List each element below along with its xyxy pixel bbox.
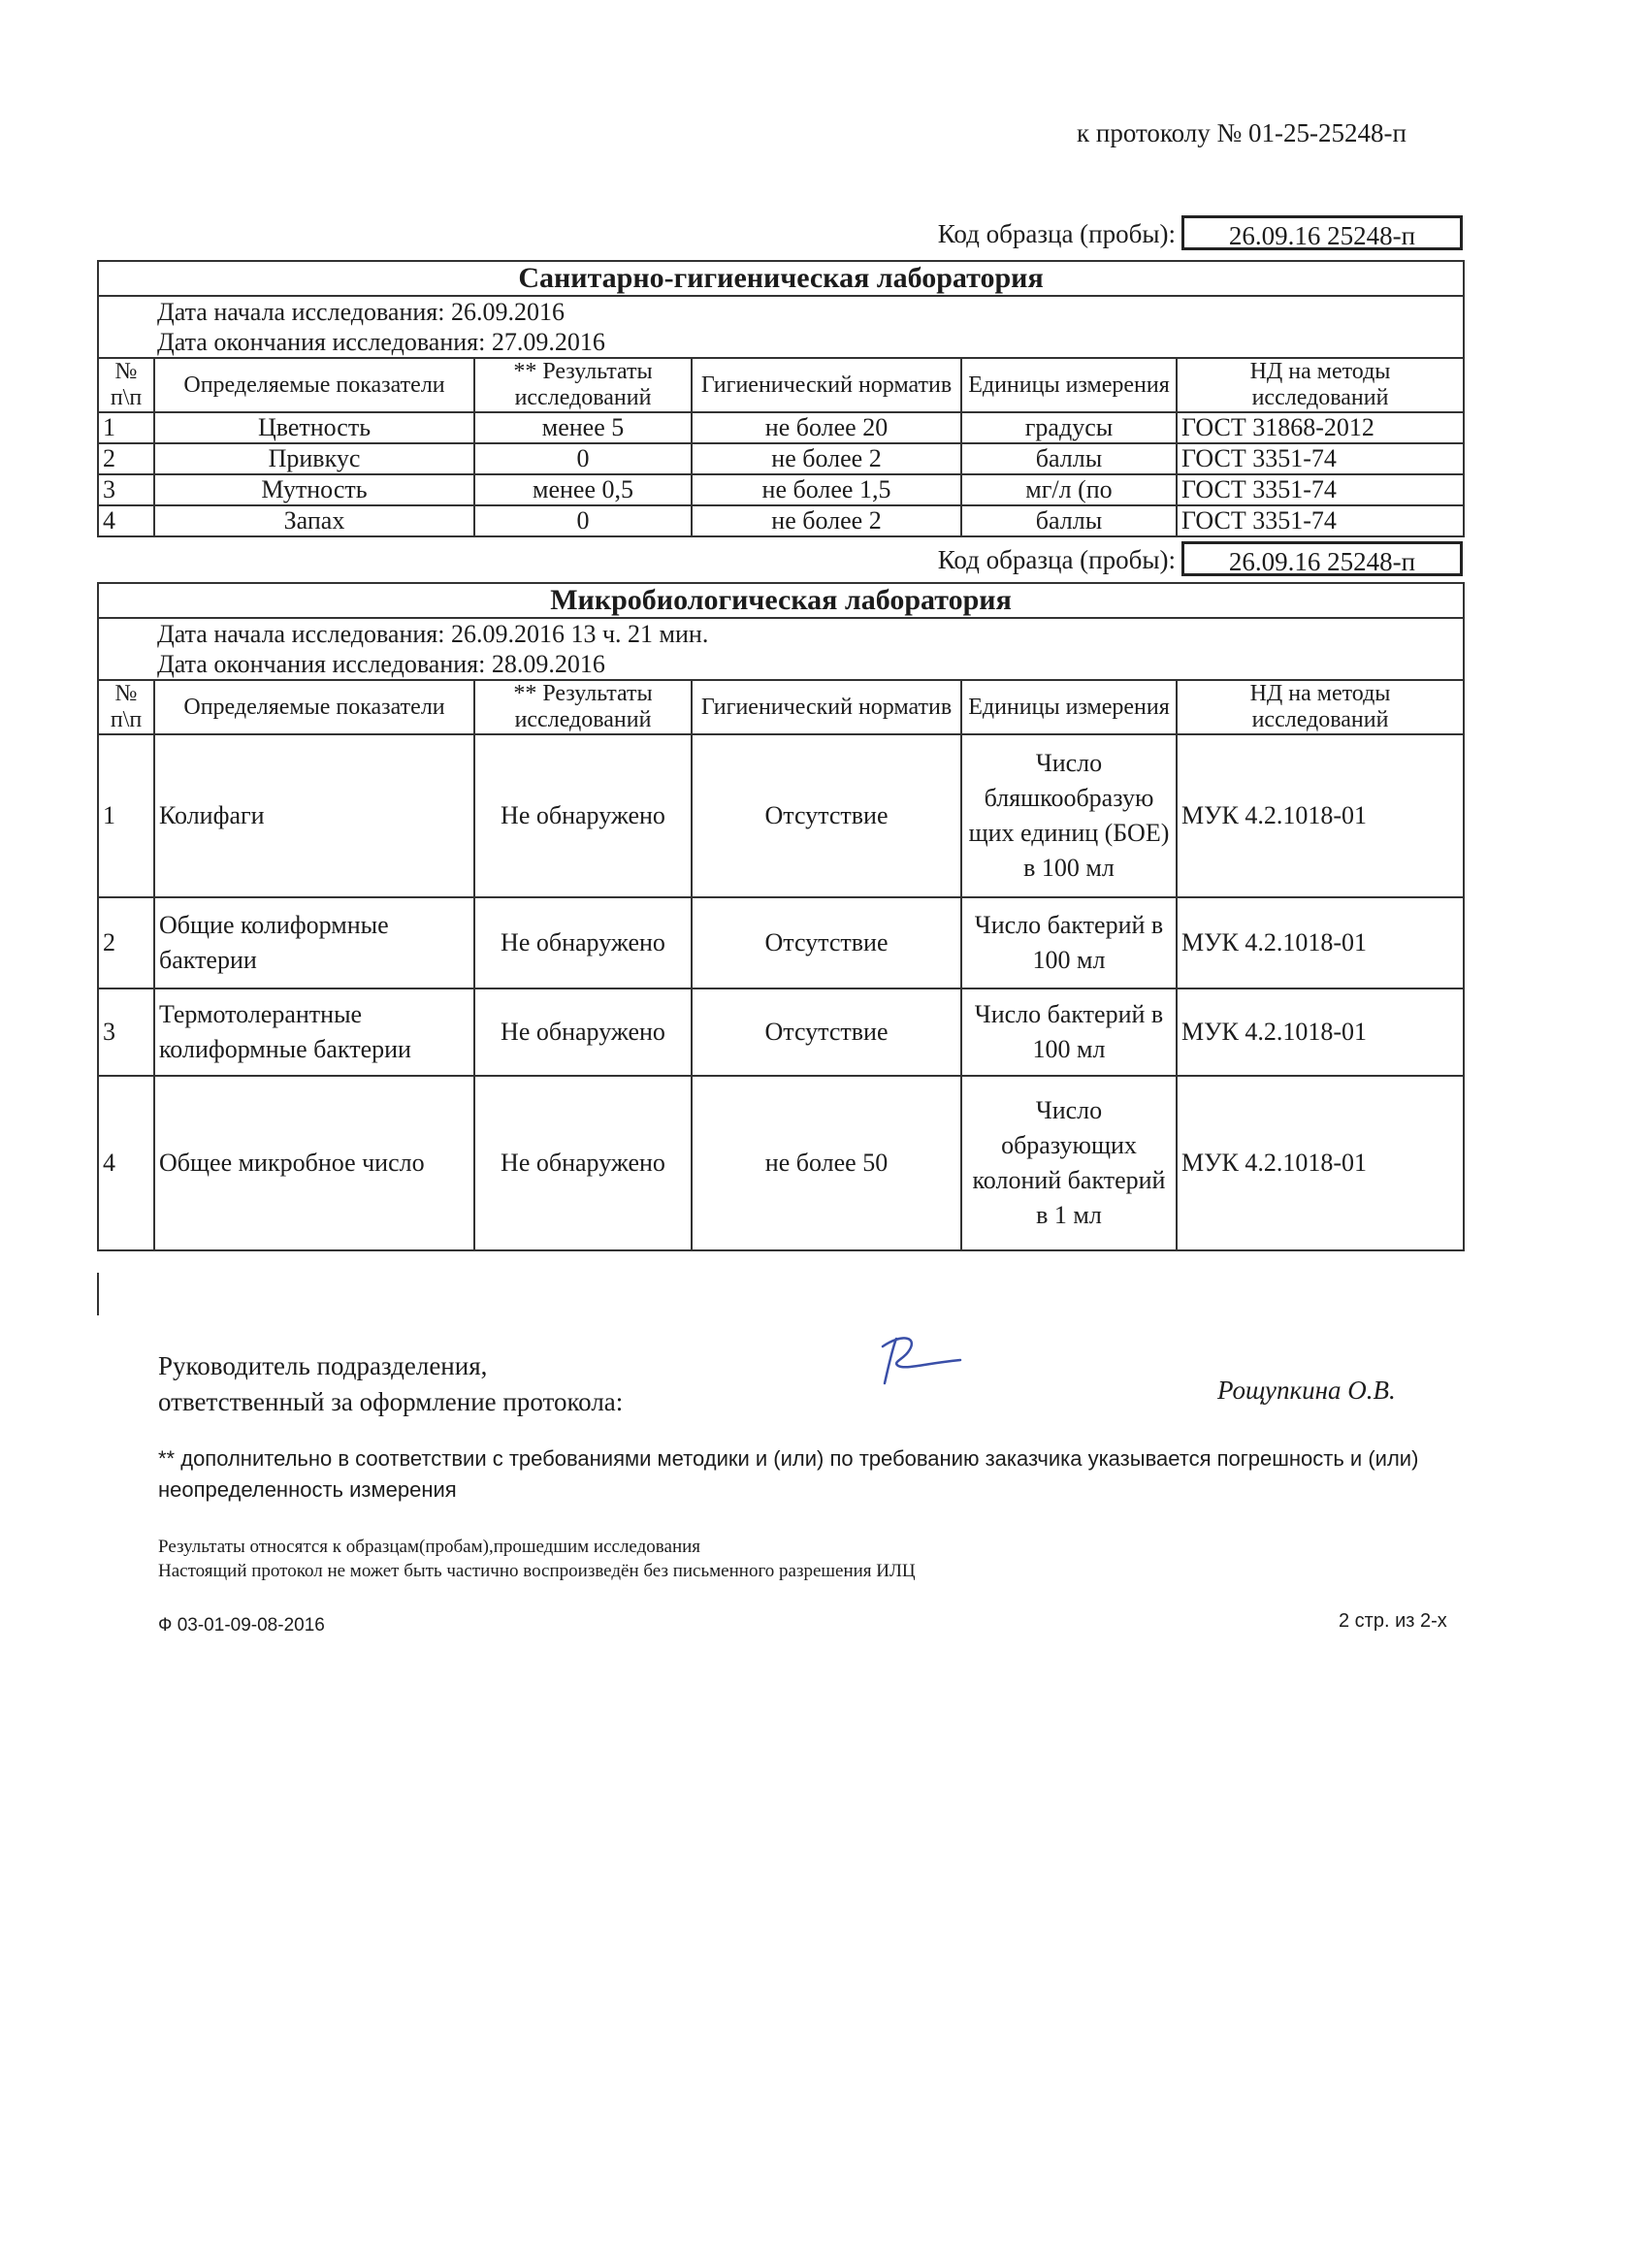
row-num: 4: [98, 1076, 154, 1250]
row-units: градусы: [961, 412, 1177, 443]
table-row: [98, 412, 1464, 443]
row-indicator: Общие колиформные бактерии: [154, 897, 474, 988]
row-result: Не обнаружено: [474, 1076, 692, 1250]
row-method: ГОСТ 3351-74: [1177, 443, 1464, 474]
header-method: НД на методы исследований: [1177, 680, 1464, 734]
handwritten-signature: [863, 1327, 970, 1395]
row-method: МУК 4.2.1018-01: [1177, 988, 1464, 1076]
row-units: мг/л (по: [961, 474, 1177, 505]
row-units: Число бактерий в 100 мл: [961, 988, 1177, 1076]
row-units: баллы: [961, 505, 1177, 536]
form-code: Ф 03-01-09-08-2016: [158, 1615, 325, 1636]
row-num: 1: [98, 734, 154, 897]
row-result: менее 5: [474, 412, 692, 443]
sanitary-end-date: Дата окончания исследования: 27.09.2016: [157, 328, 605, 356]
table-row: [98, 897, 1464, 988]
micro-lab-title: Микробиологическая лаборатория: [98, 583, 1464, 618]
disclaimer-line-1: Результаты относятся к образцам(пробам),прошедшим исследования: [158, 1537, 701, 1557]
sanitary-start-date: Дата начала исследования: 26.09.2016: [157, 298, 565, 326]
row-method: ГОСТ 3351-74: [1177, 505, 1464, 536]
header-indicator: Определяемые показатели: [154, 358, 474, 412]
disclaimer-block: [158, 1535, 916, 1583]
header-method: НД на методы исследований: [1177, 358, 1464, 412]
row-method: МУК 4.2.1018-01: [1177, 897, 1464, 988]
signoff-block: [158, 1348, 623, 1420]
row-indicator: Термотолерантные колиформные бактерии: [154, 988, 474, 1076]
row-num: 3: [98, 474, 154, 505]
row-units: Число бляшкообразую щих единиц (БОЕ) в 100 мл: [961, 734, 1177, 897]
sample-code-row: [97, 541, 1463, 578]
row-norm: Отсутствие: [692, 988, 961, 1076]
table-row: [98, 443, 1464, 474]
header-norm: Гигиенический норматив: [692, 358, 961, 412]
row-norm: Отсутствие: [692, 897, 961, 988]
row-method: ГОСТ 31868-2012: [1177, 412, 1464, 443]
sample-code-value: 26.09.16 25248-п: [1181, 215, 1463, 250]
sample-code-label: Код образца (пробы):: [937, 545, 1176, 574]
sample-code-label: Код образца (пробы):: [937, 219, 1176, 248]
table-header-row: [98, 358, 1464, 412]
row-indicator: Цветность: [154, 412, 474, 443]
sanitary-lab-table: [97, 260, 1465, 537]
signoff-line-1: Руководитель подразделения,: [158, 1351, 488, 1380]
header-num: № п\п: [98, 680, 154, 734]
table-row: [98, 988, 1464, 1076]
row-num: 1: [98, 412, 154, 443]
micro-dates: [98, 618, 1464, 680]
row-num: 4: [98, 505, 154, 536]
row-norm: не более 20: [692, 412, 961, 443]
row-indicator: Запах: [154, 505, 474, 536]
table-row: [98, 474, 1464, 505]
sanitary-lab-title: Санитарно-гигиеническая лаборатория: [98, 261, 1464, 296]
sample-code-row: [97, 215, 1463, 252]
row-indicator: Общее микробное число: [154, 1076, 474, 1250]
row-norm: не более 1,5: [692, 474, 961, 505]
table-row: [98, 734, 1464, 897]
protocol-reference: к протоколу № 01-25-25248-п: [1077, 118, 1406, 147]
header-result: ** Результаты исследований: [474, 358, 692, 412]
table-row: [98, 505, 1464, 536]
row-result: менее 0,5: [474, 474, 692, 505]
row-result: Не обнаружено: [474, 734, 692, 897]
header-indicator: Определяемые показатели: [154, 680, 474, 734]
micro-end-date: Дата окончания исследования: 28.09.2016: [157, 650, 605, 678]
micro-start-date: Дата начала исследования: 26.09.2016 13 ч. 21 мин.: [157, 620, 709, 648]
row-result: 0: [474, 443, 692, 474]
row-units: Число бактерий в 100 мл: [961, 897, 1177, 988]
row-norm: Отсутствие: [692, 734, 961, 897]
row-units: баллы: [961, 443, 1177, 474]
row-indicator: Колифаги: [154, 734, 474, 897]
signer-name: Рощупкина О.В.: [1217, 1376, 1396, 1405]
table-tail-line: [97, 1273, 99, 1315]
page-number: 2 стр. из 2-х: [1339, 1610, 1447, 1632]
row-method: МУК 4.2.1018-01: [1177, 1076, 1464, 1250]
row-norm: не более 2: [692, 443, 961, 474]
header-num: № п\п: [98, 358, 154, 412]
row-norm: не более 2: [692, 505, 961, 536]
row-indicator: Мутность: [154, 474, 474, 505]
header-norm: Гигиенический норматив: [692, 680, 961, 734]
table-row: [98, 1076, 1464, 1250]
row-norm: не более 50: [692, 1076, 961, 1250]
row-result: 0: [474, 505, 692, 536]
row-method: ГОСТ 3351-74: [1177, 474, 1464, 505]
signoff-line-2: ответственный за оформление протокола:: [158, 1387, 624, 1416]
sanitary-dates: [98, 296, 1464, 358]
sample-code-value: 26.09.16 25248-п: [1181, 541, 1463, 576]
row-result: Не обнаружено: [474, 988, 692, 1076]
header-units: Единицы измерения: [961, 358, 1177, 412]
header-result: ** Результаты исследований: [474, 680, 692, 734]
row-num: 2: [98, 443, 154, 474]
footnote: ** дополнительно в соответствии с требованиями методики и (или) по требованию заказчика указывается погрешность и (или) неопределенность измерения: [158, 1446, 1419, 1502]
row-num: 2: [98, 897, 154, 988]
micro-lab-table: [97, 582, 1465, 1251]
row-result: Не обнаружено: [474, 897, 692, 988]
table-header-row: [98, 680, 1464, 734]
row-num: 3: [98, 988, 154, 1076]
disclaimer-line-2: Настоящий протокол не может быть частично воспроизведён без письменного разрешения ИЛЦ: [158, 1561, 916, 1581]
header-units: Единицы измерения: [961, 680, 1177, 734]
row-units: Число образующих колоний бактерий в 1 мл: [961, 1076, 1177, 1250]
row-method: МУК 4.2.1018-01: [1177, 734, 1464, 897]
row-indicator: Привкус: [154, 443, 474, 474]
